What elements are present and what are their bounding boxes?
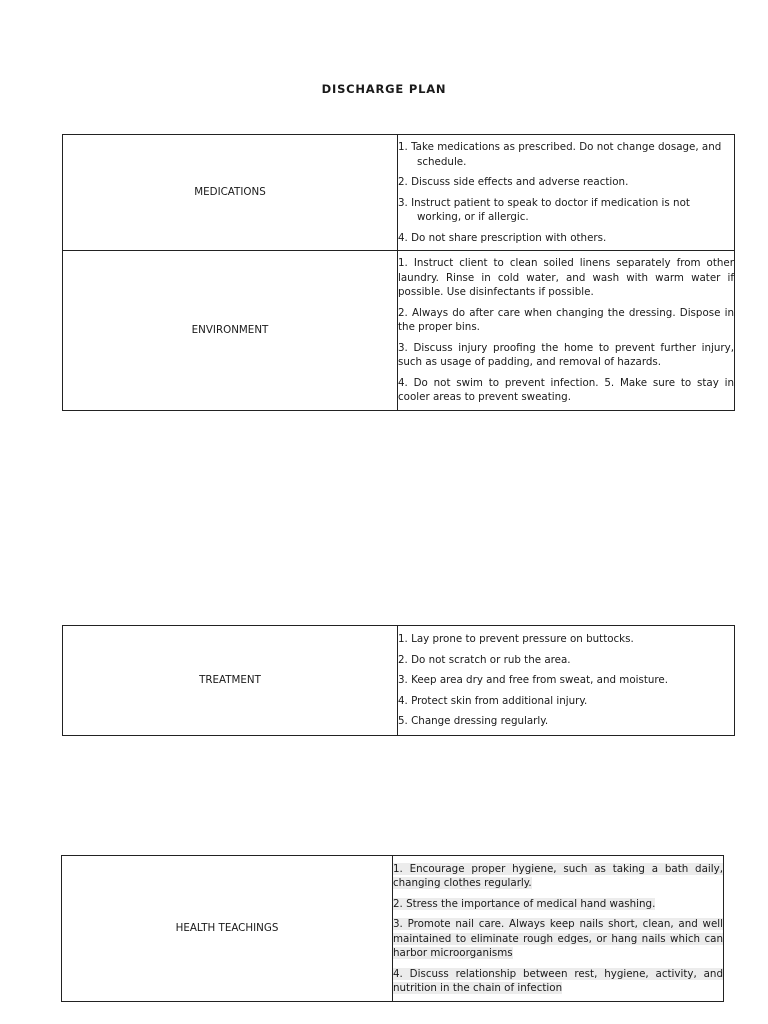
list-item: 1. Encourage proper hygiene, such as taking a bath daily, changing clothes regularly. (393, 862, 723, 889)
list-item: 4. Protect skin from additional injury. (398, 694, 588, 707)
treatment-items (398, 626, 735, 736)
list-item: 3. Keep area dry and free from sweat, and moisture. (398, 674, 669, 687)
health-teachings-items (393, 856, 724, 1002)
category-environment: ENVIRONMENT (63, 251, 398, 411)
list-item: 2. Do not scratch or rub the area. (398, 653, 571, 666)
discharge-plan-table-1 (62, 134, 735, 411)
list-item: 3. Instruct patient to speak to doctor if medication is not working, or if allergic. (398, 196, 690, 223)
list-item: 2. Always do after care when changing the dressing. Dispose in the proper bins. (398, 306, 734, 334)
list-item: 3. Promote nail care. Always keep nails short, clean, and well maintained to eliminate rough edges, or hang nails which can harbor microorganisms (393, 918, 723, 959)
list-item: 4. Do not swim to prevent infection. 5. Make sure to stay in cooler areas to prevent sweating. (398, 376, 734, 404)
list-item: 4. Discuss relationship between rest, hygiene, activity, and nutrition in the chain of infection (393, 967, 723, 994)
medications-items (398, 135, 735, 251)
table-row (62, 856, 724, 1002)
list-item: 5. Change dressing regularly. (398, 715, 549, 728)
category-treatment: TREATMENT (63, 626, 398, 736)
list-item: 1. Lay prone to prevent pressure on buttocks. (398, 633, 634, 646)
category-medications: MEDICATIONS (63, 135, 398, 251)
environment-items (398, 251, 735, 411)
category-health-teachings: HEALTH TEACHINGS (62, 856, 393, 1002)
discharge-plan-table-2 (62, 625, 735, 736)
document-title: DISCHARGE PLAN (321, 82, 447, 96)
list-item: 1. Instruct client to clean soiled linens separately from other laundry. Rinse in cold water, and wash with warm water if possible. Use disinfectants if possible. (398, 257, 734, 299)
list-item: 2. Discuss side effects and adverse reaction. (398, 176, 629, 188)
table-row (63, 626, 735, 736)
list-item: 3. Discuss injury proofing the home to prevent further injury, such as usage of padding, and removal of hazards. (398, 341, 734, 369)
list-item: 1. Take medications as prescribed. Do not change dosage, and schedule. (398, 141, 722, 168)
list-item: 4. Do not share prescription with others. (398, 231, 607, 244)
list-item: 2. Stress the importance of medical hand washing. (393, 897, 656, 910)
table-row (63, 135, 735, 251)
table-row (63, 251, 735, 411)
discharge-plan-table-3 (61, 855, 724, 1002)
